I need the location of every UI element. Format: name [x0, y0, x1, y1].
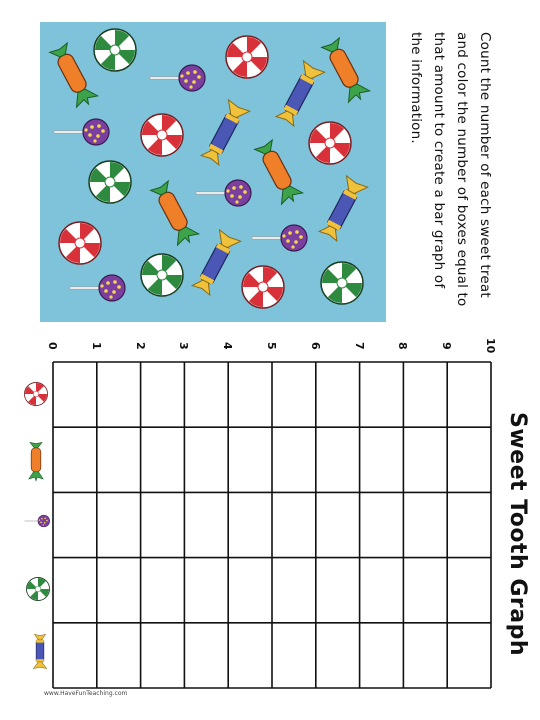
graph-box[interactable] — [448, 624, 490, 687]
graph-box[interactable] — [361, 493, 403, 556]
graph-box[interactable] — [448, 493, 490, 556]
graph-box[interactable] — [98, 428, 140, 491]
graph-box[interactable] — [185, 624, 227, 687]
tick-label: 6 — [308, 342, 322, 350]
graph-box[interactable] — [185, 493, 227, 556]
graph-box[interactable] — [317, 363, 359, 426]
tick-label: 7 — [352, 342, 366, 350]
orange-wrapped-candy-icon — [29, 442, 43, 480]
red-peppermint-icon — [24, 382, 47, 405]
graph-box[interactable] — [448, 559, 490, 622]
instructions-block — [400, 32, 500, 312]
graph-box[interactable] — [185, 428, 227, 491]
graph-box[interactable] — [404, 428, 446, 491]
red-peppermint-icon — [59, 222, 101, 264]
graph-box[interactable] — [142, 493, 184, 556]
instructions-text: Count the number of each sweet treat and color the number of boxes equal to that amount to create a bar graph of the information. — [408, 32, 493, 307]
graph-box[interactable] — [317, 493, 359, 556]
tick-label: 2 — [133, 342, 147, 350]
graph-box[interactable] — [54, 363, 96, 426]
graph-box[interactable] — [98, 493, 140, 556]
graph-box[interactable] — [98, 624, 140, 687]
tick-label: 1 — [89, 342, 103, 350]
tick-label: 9 — [440, 342, 454, 350]
green-peppermint-icon — [321, 262, 363, 304]
tick-label: 5 — [265, 342, 278, 350]
tick-label: 4 — [221, 342, 235, 350]
green-peppermint-icon — [26, 577, 49, 600]
graph-box[interactable] — [142, 428, 184, 491]
graph-box[interactable] — [273, 493, 315, 556]
red-peppermint-icon — [226, 36, 268, 78]
graph-box[interactable] — [142, 559, 184, 622]
graph-box[interactable] — [404, 559, 446, 622]
footer-website: www.HaveFunTeaching.com — [44, 690, 128, 697]
green-peppermint-icon — [94, 29, 136, 71]
red-peppermint-icon — [309, 122, 351, 164]
bar-graph — [53, 362, 491, 688]
graph-box[interactable] — [229, 559, 271, 622]
graph-box[interactable] — [229, 428, 271, 491]
graph-box[interactable] — [98, 363, 140, 426]
graph-box[interactable] — [185, 559, 227, 622]
graph-box[interactable] — [317, 559, 359, 622]
graph-box[interactable] — [448, 428, 490, 491]
green-peppermint-icon — [141, 254, 183, 296]
graph-box[interactable] — [361, 363, 403, 426]
graph-box[interactable] — [142, 624, 184, 687]
graph-box[interactable] — [404, 363, 446, 426]
graph-box[interactable] — [273, 624, 315, 687]
red-peppermint-icon — [242, 266, 284, 308]
tick-label: 3 — [177, 342, 191, 350]
category-icons — [24, 382, 49, 668]
graph-box[interactable] — [404, 624, 446, 687]
graph-box[interactable] — [273, 559, 315, 622]
graph-box[interactable] — [54, 428, 96, 491]
graph-box[interactable] — [54, 624, 96, 687]
graph-title: Sweet Tooth Graph — [505, 412, 530, 657]
graph-box[interactable] — [273, 428, 315, 491]
graph-box[interactable] — [54, 559, 96, 622]
blue-wrapped-candy-icon — [33, 634, 46, 668]
tick-label: 8 — [396, 342, 410, 350]
graph-box[interactable] — [361, 624, 403, 687]
tick-label: 10 — [484, 338, 497, 354]
red-peppermint-icon — [141, 114, 183, 156]
graph-box[interactable] — [361, 428, 403, 491]
graph-box[interactable] — [317, 624, 359, 687]
graph-box[interactable] — [448, 363, 490, 426]
graph-box[interactable] — [229, 363, 271, 426]
purple-lollipop-icon — [25, 515, 50, 527]
tick-label: 0 — [46, 342, 59, 350]
graph-box[interactable] — [54, 493, 96, 556]
graph-box[interactable] — [229, 624, 271, 687]
graph-box[interactable] — [404, 493, 446, 556]
green-peppermint-icon — [89, 161, 131, 203]
graph-box[interactable] — [98, 559, 140, 622]
graph-box[interactable] — [229, 493, 271, 556]
graph-box[interactable] — [185, 363, 227, 426]
graph-box[interactable] — [361, 559, 403, 622]
graph-box[interactable] — [273, 363, 315, 426]
graph-box[interactable] — [142, 363, 184, 426]
graph-box[interactable] — [317, 428, 359, 491]
candy-picture — [40, 22, 386, 322]
